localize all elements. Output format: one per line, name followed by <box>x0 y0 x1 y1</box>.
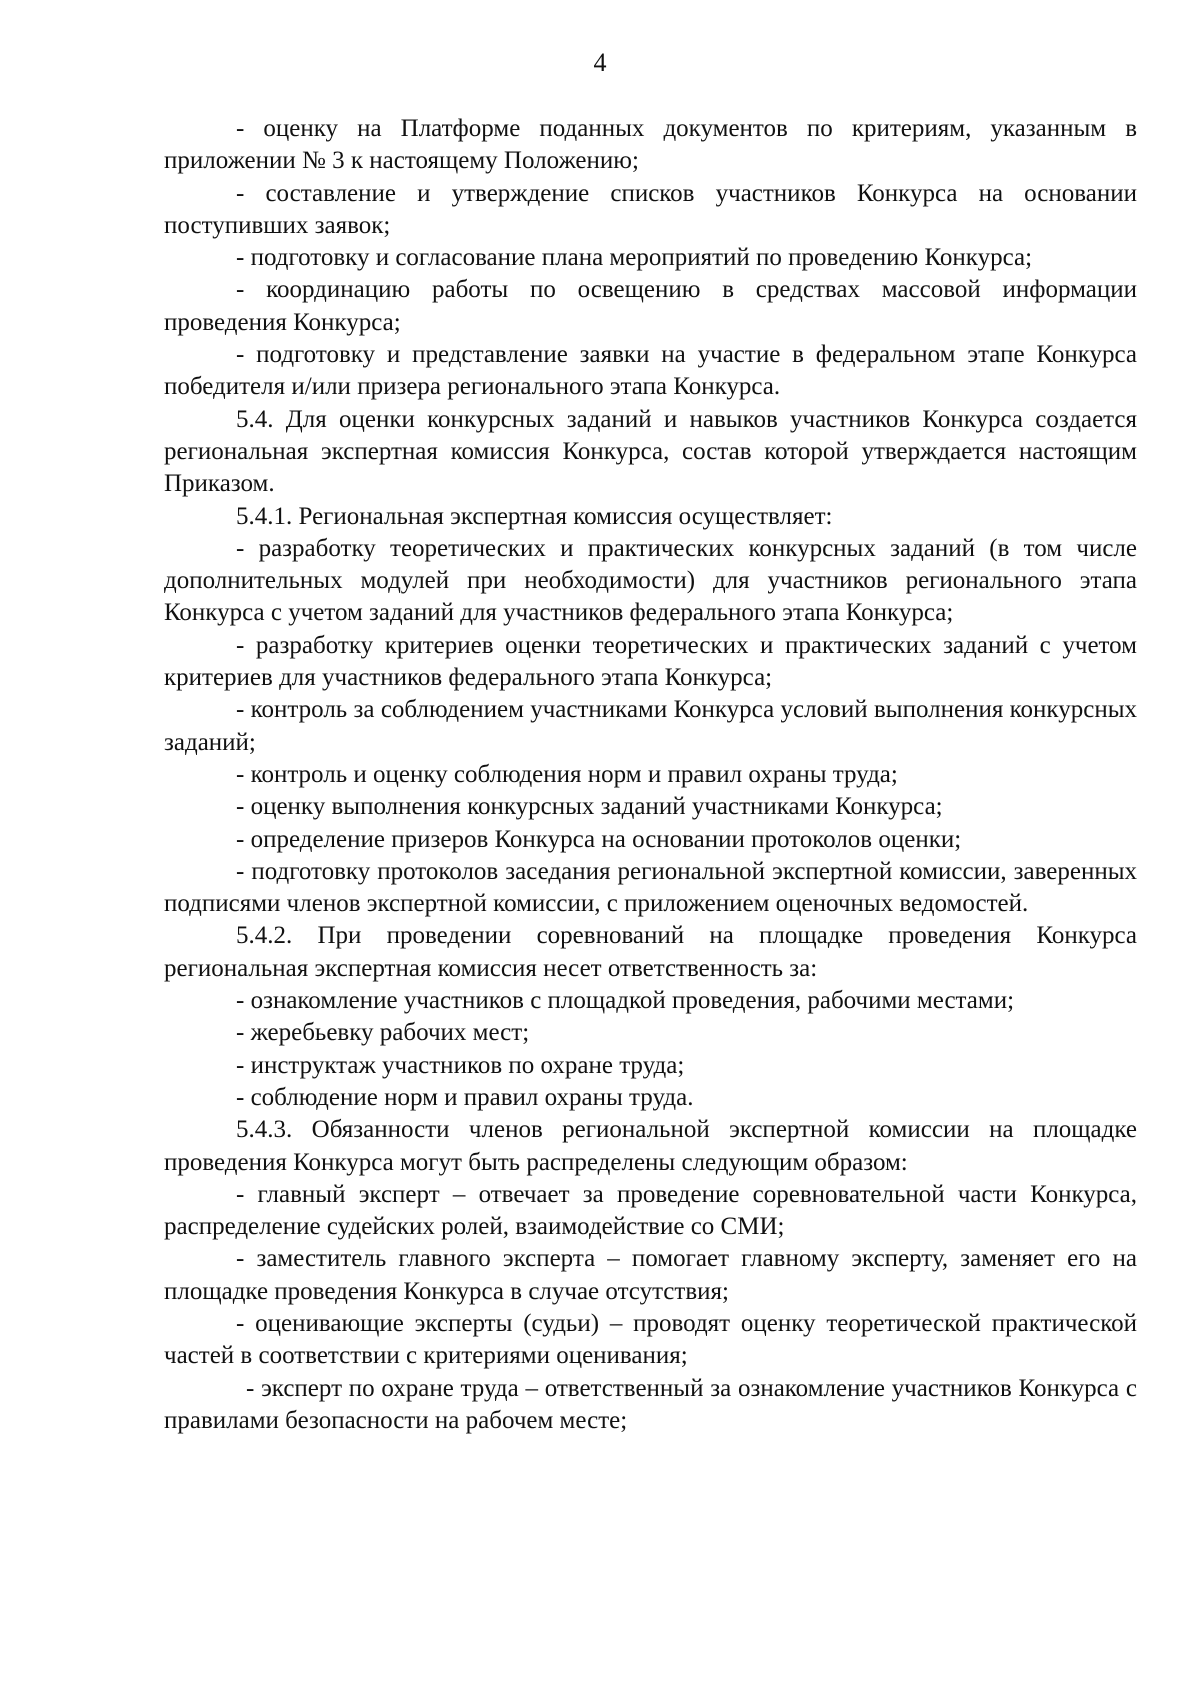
paragraph: - главный эксперт – отвечает за проведение соревновательной части Конкурса, распределение судейских ролей, взаимодействие со СМИ; <box>164 1180 1137 1241</box>
paragraph: - составление и утверждение списков участников Конкурса на основании поступивших заявок; <box>164 179 1137 239</box>
paragraph: - жеребьевку рабочих мест; <box>236 1019 530 1047</box>
paragraph: - соблюдение норм и правил охраны труда. <box>236 1083 694 1111</box>
paragraph: - контроль и оценку соблюдения норм и правил охраны труда; <box>236 760 898 788</box>
paragraph: - инструктаж участников по охране труда; <box>236 1051 685 1079</box>
paragraph: - ознакомление участников с площадкой проведения, рабочими местами; <box>236 987 1015 1015</box>
paragraph: - оценку на Платформе поданных документов по критериям, указанным в приложении № 3 к настоящему Положению; <box>164 115 1137 175</box>
paragraph: - координацию работы по освещению в средствах массовой информации проведения Конкурса; <box>164 276 1137 336</box>
paragraph: 5.4.2. При проведении соревнований на площадке проведения Конкурса региональная экспертная комиссия несет ответственность за: <box>164 922 1137 982</box>
paragraph: - контроль за соблюдением участниками Конкурса условий выполнения конкурсных заданий; <box>164 696 1137 756</box>
page-number: 4 <box>593 48 607 77</box>
paragraph: 5.4.3. Обязанности членов региональной экспертной комиссии на площадке проведения Конкурса могут быть распределены следующим образом: <box>164 1116 1137 1176</box>
paragraph: - определение призеров Конкурса на основании протоколов оценки; <box>236 825 962 853</box>
paragraph: 5.4. Для оценки конкурсных заданий и навыков участников Конкурса создается региональная экспертная комиссия Конкурса, состав которой утверждается настоящим Приказом. <box>164 405 1137 498</box>
paragraph: - заместитель главного эксперта – помогает главному эксперту, заменяет его на площадке проведения Конкурса в случае отсутствия; <box>164 1245 1137 1305</box>
paragraph: - оценку выполнения конкурсных заданий участниками Конкурса; <box>236 793 943 821</box>
paragraph: - оценивающие эксперты (судьи) – проводят оценку теоретической практической частей в соответствии с критериями оценивания; <box>164 1309 1137 1370</box>
paragraph: 5.4.1. Региональная экспертная комиссия осуществляет: <box>236 502 833 530</box>
paragraph: - разработку критериев оценки теоретических и практических заданий с учетом критериев для участников федерального этапа Конкурса; <box>164 631 1137 692</box>
paragraph: - эксперт по охране труда – ответственный за ознакомление участников Конкурса с правилами безопасности на рабочем месте; <box>164 1374 1137 1434</box>
paragraph: - подготовку и представление заявки на участие в федеральном этапе Конкурса победителя и/или призера регионального этапа Конкурса. <box>164 341 1137 401</box>
document-body <box>164 113 1137 1437</box>
paragraph: - подготовку протоколов заседания региональной экспертной комиссии, заверенных подписями членов экспертной комиссии, с приложением оценочных ведомостей. <box>164 857 1137 918</box>
paragraph: - разработку теоретических и практических конкурсных заданий (в том числе дополнительных модулей при необходимости) для участников регионального этапа Конкурса с учетом заданий для участников федерального этапа Конкурса; <box>164 534 1137 627</box>
paragraph: - подготовку и согласование плана мероприятий по проведению Конкурса; <box>236 244 1033 272</box>
